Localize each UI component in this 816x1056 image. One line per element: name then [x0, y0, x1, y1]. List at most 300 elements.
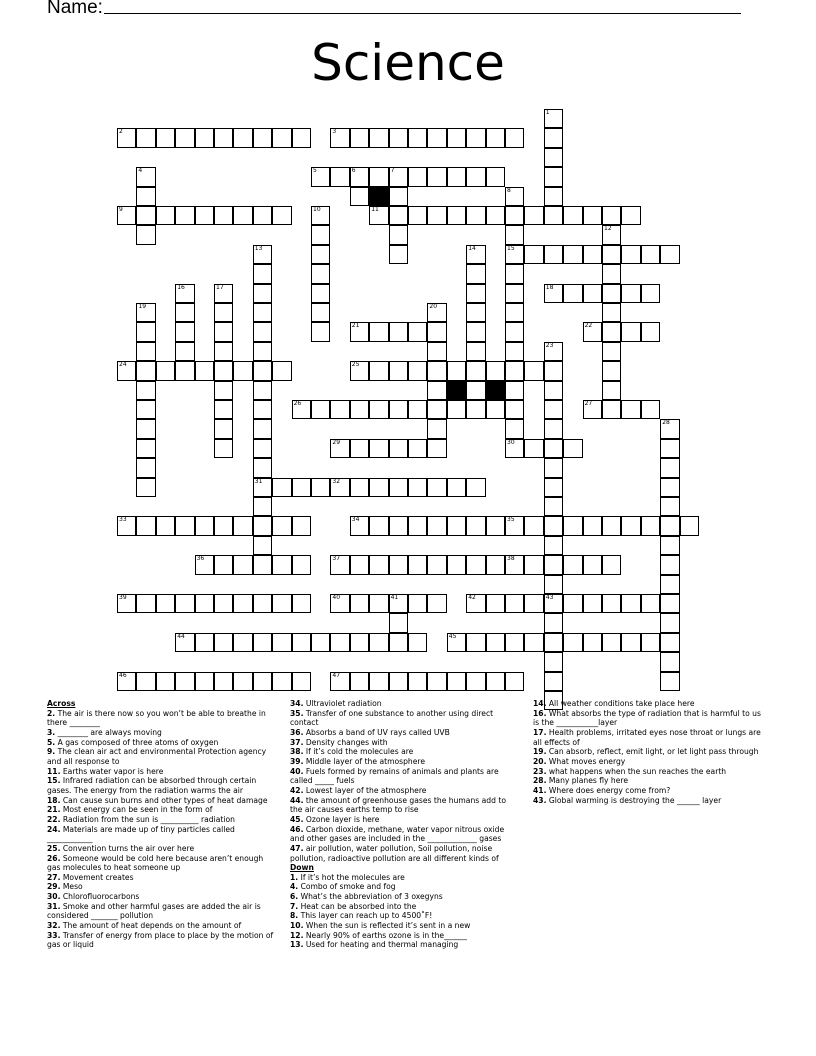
grid-cell[interactable]	[505, 322, 524, 341]
grid-cell[interactable]	[272, 128, 291, 147]
grid-cell[interactable]	[311, 264, 330, 283]
grid-cell[interactable]	[544, 148, 563, 167]
grid-cell[interactable]	[408, 400, 427, 419]
grid-cell[interactable]	[544, 516, 563, 535]
grid-cell[interactable]	[350, 633, 369, 652]
grid-cell[interactable]	[621, 322, 640, 341]
grid-cell[interactable]	[563, 555, 582, 574]
grid-cell[interactable]	[447, 128, 466, 147]
grid-cell[interactable]	[214, 594, 233, 613]
grid-cell[interactable]	[621, 633, 640, 652]
grid-cell[interactable]	[466, 303, 485, 322]
grid-cell[interactable]	[544, 206, 563, 225]
grid-cell[interactable]	[311, 284, 330, 303]
grid-cell[interactable]	[214, 284, 233, 303]
grid-cell[interactable]	[253, 497, 272, 516]
grid-cell[interactable]	[175, 303, 194, 322]
grid-cell[interactable]	[427, 381, 446, 400]
grid-cell[interactable]	[466, 672, 485, 691]
grid-cell[interactable]	[524, 594, 543, 613]
grid-cell[interactable]	[253, 381, 272, 400]
grid-cell[interactable]	[330, 672, 349, 691]
grid-cell[interactable]	[350, 187, 369, 206]
grid-cell[interactable]	[233, 555, 252, 574]
grid-cell[interactable]	[253, 361, 272, 380]
grid-cell[interactable]	[214, 633, 233, 652]
grid-cell[interactable]	[505, 381, 524, 400]
grid-cell[interactable]	[156, 206, 175, 225]
grid-cell[interactable]	[233, 672, 252, 691]
grid-cell[interactable]	[447, 633, 466, 652]
grid-cell[interactable]	[233, 516, 252, 535]
grid-cell[interactable]	[544, 613, 563, 632]
grid-cell[interactable]	[621, 516, 640, 535]
grid-cell[interactable]	[408, 206, 427, 225]
grid-cell[interactable]	[427, 516, 446, 535]
grid-cell[interactable]	[602, 381, 621, 400]
grid-cell[interactable]	[544, 167, 563, 186]
grid-cell[interactable]	[466, 381, 485, 400]
grid-cell[interactable]	[311, 400, 330, 419]
grid-cell[interactable]	[466, 361, 485, 380]
grid-cell[interactable]	[427, 478, 446, 497]
grid-cell[interactable]	[117, 672, 136, 691]
grid-cell[interactable]	[136, 672, 155, 691]
grid-cell[interactable]	[641, 284, 660, 303]
grid-cell[interactable]	[311, 167, 330, 186]
grid-cell[interactable]	[350, 478, 369, 497]
grid-cell[interactable]	[505, 439, 524, 458]
grid-cell[interactable]	[350, 594, 369, 613]
grid-cell[interactable]	[563, 245, 582, 264]
grid-cell[interactable]	[136, 361, 155, 380]
grid-cell[interactable]	[466, 264, 485, 283]
grid-cell[interactable]	[563, 439, 582, 458]
grid-cell[interactable]	[175, 284, 194, 303]
grid-cell[interactable]	[544, 555, 563, 574]
grid-cell[interactable]	[136, 400, 155, 419]
grid-cell[interactable]	[660, 652, 679, 671]
grid-cell[interactable]	[311, 633, 330, 652]
grid-cell[interactable]	[253, 478, 272, 497]
grid-cell[interactable]	[369, 128, 388, 147]
grid-cell[interactable]	[292, 672, 311, 691]
grid-cell[interactable]	[253, 458, 272, 477]
grid-cell[interactable]	[544, 187, 563, 206]
grid-cell[interactable]	[272, 594, 291, 613]
grid-cell[interactable]	[447, 206, 466, 225]
grid-cell[interactable]	[136, 206, 155, 225]
grid-cell[interactable]	[505, 206, 524, 225]
grid-cell[interactable]	[253, 555, 272, 574]
grid-cell[interactable]	[660, 516, 679, 535]
grid-cell[interactable]	[369, 167, 388, 186]
grid-cell[interactable]	[253, 206, 272, 225]
grid-cell[interactable]	[427, 672, 446, 691]
grid-cell[interactable]	[136, 419, 155, 438]
grid-cell[interactable]	[680, 516, 699, 535]
grid-cell[interactable]	[583, 594, 602, 613]
grid-cell[interactable]	[486, 555, 505, 574]
grid-cell[interactable]	[447, 361, 466, 380]
grid-cell[interactable]	[292, 478, 311, 497]
grid-cell[interactable]	[563, 516, 582, 535]
grid-cell[interactable]	[195, 361, 214, 380]
grid-cell[interactable]	[602, 264, 621, 283]
grid-cell[interactable]	[602, 303, 621, 322]
grid-cell[interactable]	[311, 322, 330, 341]
grid-cell[interactable]	[641, 633, 660, 652]
grid-cell[interactable]	[253, 400, 272, 419]
grid-cell[interactable]	[389, 187, 408, 206]
grid-cell[interactable]	[447, 516, 466, 535]
grid-cell[interactable]	[466, 516, 485, 535]
grid-cell[interactable]	[505, 555, 524, 574]
grid-cell[interactable]	[427, 555, 446, 574]
grid-cell[interactable]	[524, 516, 543, 535]
grid-cell[interactable]	[583, 284, 602, 303]
grid-cell[interactable]	[660, 458, 679, 477]
name-field[interactable]	[104, 13, 741, 14]
grid-cell[interactable]	[350, 128, 369, 147]
grid-cell[interactable]	[389, 439, 408, 458]
grid-cell[interactable]	[369, 594, 388, 613]
grid-cell[interactable]	[389, 633, 408, 652]
grid-cell[interactable]	[427, 594, 446, 613]
grid-cell[interactable]	[544, 458, 563, 477]
grid-cell[interactable]	[253, 672, 272, 691]
grid-cell[interactable]	[660, 633, 679, 652]
grid-cell[interactable]	[195, 672, 214, 691]
grid-cell[interactable]	[214, 303, 233, 322]
grid-cell[interactable]	[214, 439, 233, 458]
grid-cell[interactable]	[369, 633, 388, 652]
grid-cell[interactable]	[466, 206, 485, 225]
grid-cell[interactable]	[253, 439, 272, 458]
grid-cell[interactable]	[330, 555, 349, 574]
grid-cell[interactable]	[195, 633, 214, 652]
grid-cell[interactable]	[214, 555, 233, 574]
grid-cell[interactable]	[136, 128, 155, 147]
grid-cell[interactable]	[621, 594, 640, 613]
grid-cell[interactable]	[583, 400, 602, 419]
grid-cell[interactable]	[427, 419, 446, 438]
grid-cell[interactable]	[408, 167, 427, 186]
grid-cell[interactable]	[660, 672, 679, 691]
grid-cell[interactable]	[330, 478, 349, 497]
grid-cell[interactable]	[195, 555, 214, 574]
grid-cell[interactable]	[466, 555, 485, 574]
grid-cell[interactable]	[486, 594, 505, 613]
grid-cell[interactable]	[214, 400, 233, 419]
grid-cell[interactable]	[524, 245, 543, 264]
grid-cell[interactable]	[486, 128, 505, 147]
grid-cell[interactable]	[330, 633, 349, 652]
grid-cell[interactable]	[447, 555, 466, 574]
grid-cell[interactable]	[292, 633, 311, 652]
grid-cell[interactable]	[156, 128, 175, 147]
grid-cell[interactable]	[253, 633, 272, 652]
grid-cell[interactable]	[408, 516, 427, 535]
grid-cell[interactable]	[253, 516, 272, 535]
grid-cell[interactable]	[272, 361, 291, 380]
grid-cell[interactable]	[466, 128, 485, 147]
grid-cell[interactable]	[214, 342, 233, 361]
grid-cell[interactable]	[175, 322, 194, 341]
grid-cell[interactable]	[486, 167, 505, 186]
grid-cell[interactable]	[544, 284, 563, 303]
grid-cell[interactable]	[427, 342, 446, 361]
grid-cell[interactable]	[641, 516, 660, 535]
grid-cell[interactable]	[389, 555, 408, 574]
grid-cell[interactable]	[253, 322, 272, 341]
grid-cell[interactable]	[156, 361, 175, 380]
grid-cell[interactable]	[505, 361, 524, 380]
grid-cell[interactable]	[389, 516, 408, 535]
grid-cell[interactable]	[466, 342, 485, 361]
grid-cell[interactable]	[486, 361, 505, 380]
grid-cell[interactable]	[350, 672, 369, 691]
grid-cell[interactable]	[427, 439, 446, 458]
grid-cell[interactable]	[505, 594, 524, 613]
grid-cell[interactable]	[602, 633, 621, 652]
grid-cell[interactable]	[602, 284, 621, 303]
grid-cell[interactable]	[641, 322, 660, 341]
grid-cell[interactable]	[486, 206, 505, 225]
grid-cell[interactable]	[292, 128, 311, 147]
grid-cell[interactable]	[175, 672, 194, 691]
grid-cell[interactable]	[195, 516, 214, 535]
grid-cell[interactable]	[136, 167, 155, 186]
grid-cell[interactable]	[563, 284, 582, 303]
grid-cell[interactable]	[369, 206, 388, 225]
grid-cell[interactable]	[214, 419, 233, 438]
grid-cell[interactable]	[544, 594, 563, 613]
grid-cell[interactable]	[544, 652, 563, 671]
grid-cell[interactable]	[408, 633, 427, 652]
grid-cell[interactable]	[195, 206, 214, 225]
grid-cell[interactable]	[350, 555, 369, 574]
grid-cell[interactable]	[544, 361, 563, 380]
grid-cell[interactable]	[369, 555, 388, 574]
grid-cell[interactable]	[311, 303, 330, 322]
grid-cell[interactable]	[583, 322, 602, 341]
grid-cell[interactable]	[583, 633, 602, 652]
grid-cell[interactable]	[544, 128, 563, 147]
grid-cell[interactable]	[427, 361, 446, 380]
grid-cell[interactable]	[524, 555, 543, 574]
grid-cell[interactable]	[253, 264, 272, 283]
grid-cell[interactable]	[641, 594, 660, 613]
grid-cell[interactable]	[486, 400, 505, 419]
grid-cell[interactable]	[544, 109, 563, 128]
grid-cell[interactable]	[408, 439, 427, 458]
grid-cell[interactable]	[466, 322, 485, 341]
grid-cell[interactable]	[156, 516, 175, 535]
grid-cell[interactable]	[311, 245, 330, 264]
grid-cell[interactable]	[350, 439, 369, 458]
grid-cell[interactable]	[389, 613, 408, 632]
grid-cell[interactable]	[602, 516, 621, 535]
grid-cell[interactable]	[292, 400, 311, 419]
grid-cell[interactable]	[621, 206, 640, 225]
grid-cell[interactable]	[389, 672, 408, 691]
grid-cell[interactable]	[350, 167, 369, 186]
grid-cell[interactable]	[156, 594, 175, 613]
grid-cell[interactable]	[136, 225, 155, 244]
grid-cell[interactable]	[505, 672, 524, 691]
grid-cell[interactable]	[660, 497, 679, 516]
grid-cell[interactable]	[330, 594, 349, 613]
grid-cell[interactable]	[544, 536, 563, 555]
grid-cell[interactable]	[214, 516, 233, 535]
grid-cell[interactable]	[505, 303, 524, 322]
grid-cell[interactable]	[563, 206, 582, 225]
grid-cell[interactable]	[253, 245, 272, 264]
grid-cell[interactable]	[233, 594, 252, 613]
grid-cell[interactable]	[621, 284, 640, 303]
grid-cell[interactable]	[544, 439, 563, 458]
grid-cell[interactable]	[602, 225, 621, 244]
grid-cell[interactable]	[136, 322, 155, 341]
grid-cell[interactable]	[311, 478, 330, 497]
grid-cell[interactable]	[253, 303, 272, 322]
grid-cell[interactable]	[175, 128, 194, 147]
grid-cell[interactable]	[427, 322, 446, 341]
grid-cell[interactable]	[427, 400, 446, 419]
grid-cell[interactable]	[505, 400, 524, 419]
grid-cell[interactable]	[117, 594, 136, 613]
grid-cell[interactable]	[660, 245, 679, 264]
grid-cell[interactable]	[660, 575, 679, 594]
grid-cell[interactable]	[408, 478, 427, 497]
grid-cell[interactable]	[233, 206, 252, 225]
grid-cell[interactable]	[253, 594, 272, 613]
grid-cell[interactable]	[175, 361, 194, 380]
grid-cell[interactable]	[117, 516, 136, 535]
grid-cell[interactable]	[621, 245, 640, 264]
grid-cell[interactable]	[621, 400, 640, 419]
grid-cell[interactable]	[660, 478, 679, 497]
grid-cell[interactable]	[660, 439, 679, 458]
grid-cell[interactable]	[602, 322, 621, 341]
grid-cell[interactable]	[117, 128, 136, 147]
grid-cell[interactable]	[408, 128, 427, 147]
grid-cell[interactable]	[350, 400, 369, 419]
grid-cell[interactable]	[524, 439, 543, 458]
grid-cell[interactable]	[136, 342, 155, 361]
grid-cell[interactable]	[544, 497, 563, 516]
grid-cell[interactable]	[272, 555, 291, 574]
grid-cell[interactable]	[408, 672, 427, 691]
grid-cell[interactable]	[544, 575, 563, 594]
grid-cell[interactable]	[136, 478, 155, 497]
grid-cell[interactable]	[330, 128, 349, 147]
grid-cell[interactable]	[136, 187, 155, 206]
grid-cell[interactable]	[175, 594, 194, 613]
grid-cell[interactable]	[136, 303, 155, 322]
grid-cell[interactable]	[233, 633, 252, 652]
grid-cell[interactable]	[389, 206, 408, 225]
grid-cell[interactable]	[233, 361, 252, 380]
grid-cell[interactable]	[486, 672, 505, 691]
grid-cell[interactable]	[660, 613, 679, 632]
grid-cell[interactable]	[505, 342, 524, 361]
grid-cell[interactable]	[292, 516, 311, 535]
grid-cell[interactable]	[602, 555, 621, 574]
grid-cell[interactable]	[214, 381, 233, 400]
grid-cell[interactable]	[389, 245, 408, 264]
grid-cell[interactable]	[253, 284, 272, 303]
grid-cell[interactable]	[466, 167, 485, 186]
grid-cell[interactable]	[524, 361, 543, 380]
grid-cell[interactable]	[427, 128, 446, 147]
grid-cell[interactable]	[136, 458, 155, 477]
grid-cell[interactable]	[389, 225, 408, 244]
grid-cell[interactable]	[311, 225, 330, 244]
grid-cell[interactable]	[583, 516, 602, 535]
grid-cell[interactable]	[350, 361, 369, 380]
grid-cell[interactable]	[408, 322, 427, 341]
grid-cell[interactable]	[447, 478, 466, 497]
grid-cell[interactable]	[389, 361, 408, 380]
grid-cell[interactable]	[427, 303, 446, 322]
grid-cell[interactable]	[505, 284, 524, 303]
grid-cell[interactable]	[602, 245, 621, 264]
grid-cell[interactable]	[389, 478, 408, 497]
grid-cell[interactable]	[505, 187, 524, 206]
grid-cell[interactable]	[544, 381, 563, 400]
grid-cell[interactable]	[175, 342, 194, 361]
grid-cell[interactable]	[602, 206, 621, 225]
grid-cell[interactable]	[544, 419, 563, 438]
grid-cell[interactable]	[253, 536, 272, 555]
grid-cell[interactable]	[544, 478, 563, 497]
grid-cell[interactable]	[330, 439, 349, 458]
grid-cell[interactable]	[660, 555, 679, 574]
grid-cell[interactable]	[544, 400, 563, 419]
grid-cell[interactable]	[524, 633, 543, 652]
grid-cell[interactable]	[524, 206, 543, 225]
grid-cell[interactable]	[563, 594, 582, 613]
grid-cell[interactable]	[660, 419, 679, 438]
grid-cell[interactable]	[330, 167, 349, 186]
grid-cell[interactable]	[389, 594, 408, 613]
grid-cell[interactable]	[369, 439, 388, 458]
grid-cell[interactable]	[175, 516, 194, 535]
grid-cell[interactable]	[583, 245, 602, 264]
grid-cell[interactable]	[641, 400, 660, 419]
grid-cell[interactable]	[602, 400, 621, 419]
grid-cell[interactable]	[214, 322, 233, 341]
grid-cell[interactable]	[311, 206, 330, 225]
grid-cell[interactable]	[389, 167, 408, 186]
grid-cell[interactable]	[369, 400, 388, 419]
grid-cell[interactable]	[136, 381, 155, 400]
grid-cell[interactable]	[330, 400, 349, 419]
grid-cell[interactable]	[369, 361, 388, 380]
grid-cell[interactable]	[272, 633, 291, 652]
grid-cell[interactable]	[117, 361, 136, 380]
grid-cell[interactable]	[583, 206, 602, 225]
grid-cell[interactable]	[660, 536, 679, 555]
grid-cell[interactable]	[292, 594, 311, 613]
grid-cell[interactable]	[544, 245, 563, 264]
grid-cell[interactable]	[253, 419, 272, 438]
grid-cell[interactable]	[350, 322, 369, 341]
grid-cell[interactable]	[214, 361, 233, 380]
grid-cell[interactable]	[369, 478, 388, 497]
